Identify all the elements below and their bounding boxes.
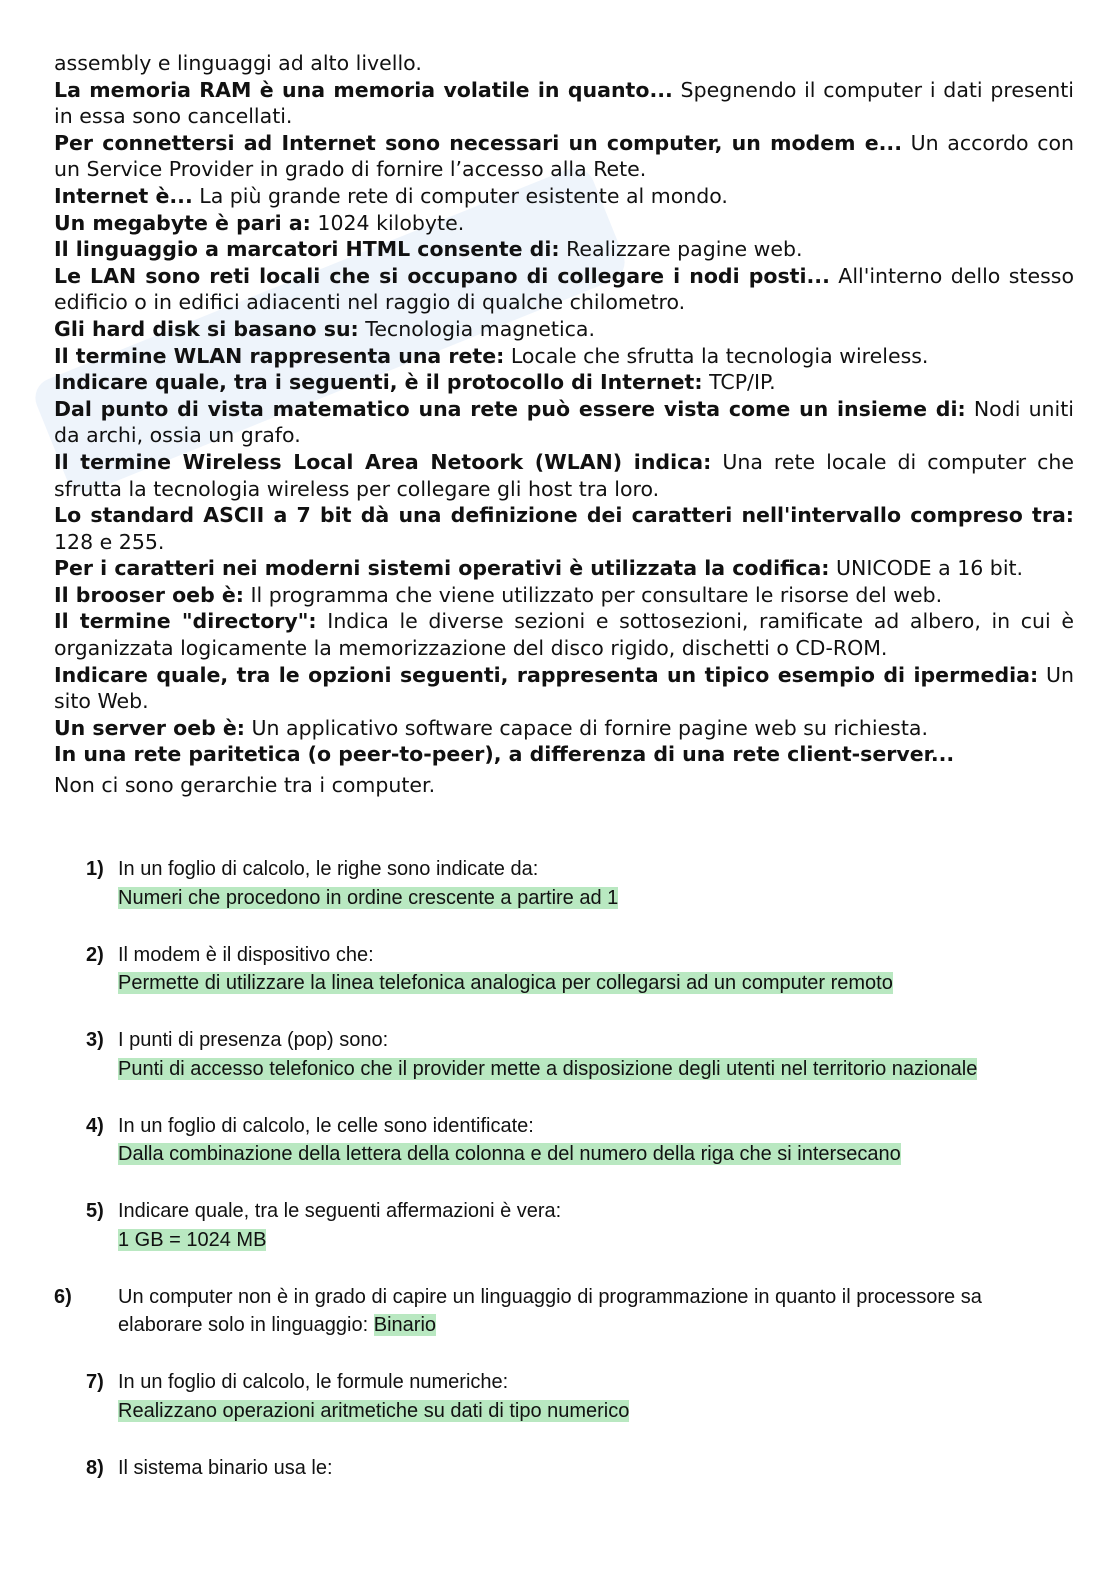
answer-text: Indica le diverse sezioni e sottosezioni, ramificate ad albero, in cui è organizzata logicamente la memorizzazione del disco rigido, dischetti o CD-ROM. [54, 609, 1074, 661]
qa-item [54, 236, 1074, 263]
qa-item [54, 449, 1074, 502]
qa-item [54, 77, 1074, 130]
item-answer: Permette di utilizzare la linea telefonica analogica per collegarsi ad un computer remoto [118, 972, 893, 994]
item-question: Il modem è il dispositivo che: [118, 943, 374, 966]
question-text: Il termine Wireless Local Area Netoork (WLAN) indica: [54, 449, 712, 474]
answer-text: Il programma che viene utilizzato per consultare le risorse del web. [244, 582, 943, 607]
item-question: In un foglio di calcolo, le righe sono indicate da: [118, 858, 539, 880]
question-text: Un server oeb è: [54, 715, 246, 740]
question-text: La memoria RAM è una memoria volatile in quanto... [54, 77, 673, 102]
question-text: Lo standard ASCII a 7 bit dà una definizione dei caratteri nell'intervallo compreso tra: [54, 503, 1074, 528]
question-text: Le LAN sono reti locali che si occupano di collegare i nodi posti... [54, 263, 830, 288]
numbered-item [86, 855, 1046, 912]
qa-item [54, 316, 1074, 343]
qa-item [54, 582, 1074, 609]
item-number: 6) [54, 1285, 72, 1308]
answer-text: UNICODE a 16 bit. [829, 556, 1024, 581]
item-question: Indicare quale, tra le seguenti affermazioni è vera: [118, 1200, 562, 1222]
numbered-item [86, 1454, 1046, 1483]
item-answer: 1 GB = 1024 MB [118, 1228, 267, 1251]
qa-list [54, 77, 1074, 768]
item-number: 3) [86, 1029, 104, 1051]
qa-item [54, 396, 1074, 449]
item-number: 4) [86, 1114, 104, 1137]
numbered-questions [54, 855, 1046, 1511]
qa-item [54, 555, 1074, 582]
item-number: 7) [86, 1371, 104, 1393]
numbered-item [86, 1197, 1046, 1254]
answer-text: Un accordo con un Service Provider in grado di fornire l’accesso alla Rete. [54, 130, 1075, 182]
question-text: Dal punto di vista matematico una rete può essere vista come un insieme di: [54, 396, 966, 421]
qa-item [54, 715, 1074, 742]
item-question: Un computer non è in grado di capire un linguaggio di programmazione in quanto il processore sa elaborare solo in linguaggio: [118, 1285, 982, 1336]
qa-item [54, 502, 1074, 555]
question-text: Per connettersi ad Internet sono necessari un computer, un modem e... [54, 130, 903, 155]
question-text: Il termine "directory": [54, 609, 317, 634]
question-text: Il brooser oeb è: [54, 582, 244, 607]
item-answer: Numeri che procedono in ordine crescente a partire ad 1 [118, 886, 619, 909]
item-number: 5) [86, 1200, 104, 1222]
question-text: Gli hard disk si basano su: [54, 316, 359, 341]
qa-item [54, 343, 1074, 370]
item-answer: Punti di accesso telefonico che il provider mette a disposizione degli utenti nel territorio nazionale [118, 1057, 978, 1080]
item-question: Il sistema binario usa le: [118, 1456, 333, 1479]
question-text: Indicare quale, tra le opzioni seguenti, rappresenta un tipico esempio di ipermedia: [54, 662, 1039, 687]
item-number: 8) [86, 1456, 104, 1479]
answer-text: Locale che sfrutta la tecnologia wireless. [504, 343, 929, 368]
item-question: In un foglio di calcolo, le celle sono identificate: [118, 1114, 534, 1137]
question-text: Il linguaggio a marcatori HTML consente di: [54, 237, 560, 262]
answer-text: Un sito Web. [54, 662, 1074, 714]
question-text: Per i caratteri nei moderni sistemi operativi è utilizzata la codifica: [54, 556, 830, 581]
answer-text: TCP/IP. [702, 370, 776, 395]
answer-text: All'interno dello stesso edificio o in edifici adiacenti nel raggio di qualche chilometro. [54, 263, 1074, 315]
qa-item [54, 183, 1074, 210]
numbered-item [54, 1283, 1046, 1340]
question-text: Un megabyte è pari a: [54, 210, 311, 235]
question-text: Indicare quale, tra i seguenti, è il protocollo di Internet: [54, 370, 703, 395]
item-answer: Binario [373, 1314, 437, 1336]
item-number: 2) [86, 943, 104, 966]
answer-text: 1024 kilobyte. [310, 210, 465, 235]
qa-item [54, 263, 1074, 316]
qa-item [54, 741, 1074, 768]
item-answer: Dalla combinazione della lettera della colonna e del numero della riga che si intersecano [118, 1143, 901, 1165]
answer-text: Un applicativo software capace di fornire pagine web su richiesta. [245, 715, 928, 740]
qa-item [54, 369, 1074, 396]
numbered-item [86, 1112, 1046, 1169]
qa-item [54, 608, 1074, 661]
answer-text: Nodi uniti da archi, ossia un grafo. [54, 396, 1074, 448]
qa-item [54, 210, 1074, 237]
answer-text: Spegnendo il computer i dati presenti in essa sono cancellati. [54, 77, 1074, 129]
item-question: In un foglio di calcolo, le formule numeriche: [118, 1371, 509, 1393]
item-answer: Realizzano operazioni aritmetiche su dati di tipo numerico [118, 1399, 630, 1422]
answer-text: Una rete locale di computer che sfrutta la tecnologia wireless per collegare gli host tra loro. [54, 449, 1074, 501]
item-number: 1) [86, 858, 104, 880]
item-question: I punti di presenza (pop) sono: [118, 1029, 389, 1051]
numbered-item [86, 1368, 1046, 1425]
answer-text: La più grande rete di computer esistente al mondo. [192, 183, 728, 208]
question-text: Internet è... [54, 183, 193, 208]
numbered-item [86, 941, 1046, 998]
numbered-item [86, 1026, 1046, 1083]
continuation-line: assembly e linguaggi ad alto livello. [54, 51, 422, 75]
answer-text: 128 e 255. [54, 529, 165, 554]
answer-text: Tecnologia magnetica. [358, 316, 595, 341]
last-answer: Non ci sono gerarchie tra i computer. [54, 773, 436, 798]
answer-text: Realizzare pagine web. [559, 237, 803, 262]
document-body [54, 50, 1074, 799]
qa-item [54, 662, 1074, 715]
question-text: Il termine WLAN rappresenta una rete: [54, 343, 505, 368]
question-text: In una rete paritetica (o peer-to-peer), a differenza di una rete client-server... [54, 742, 955, 767]
qa-item [54, 130, 1074, 183]
